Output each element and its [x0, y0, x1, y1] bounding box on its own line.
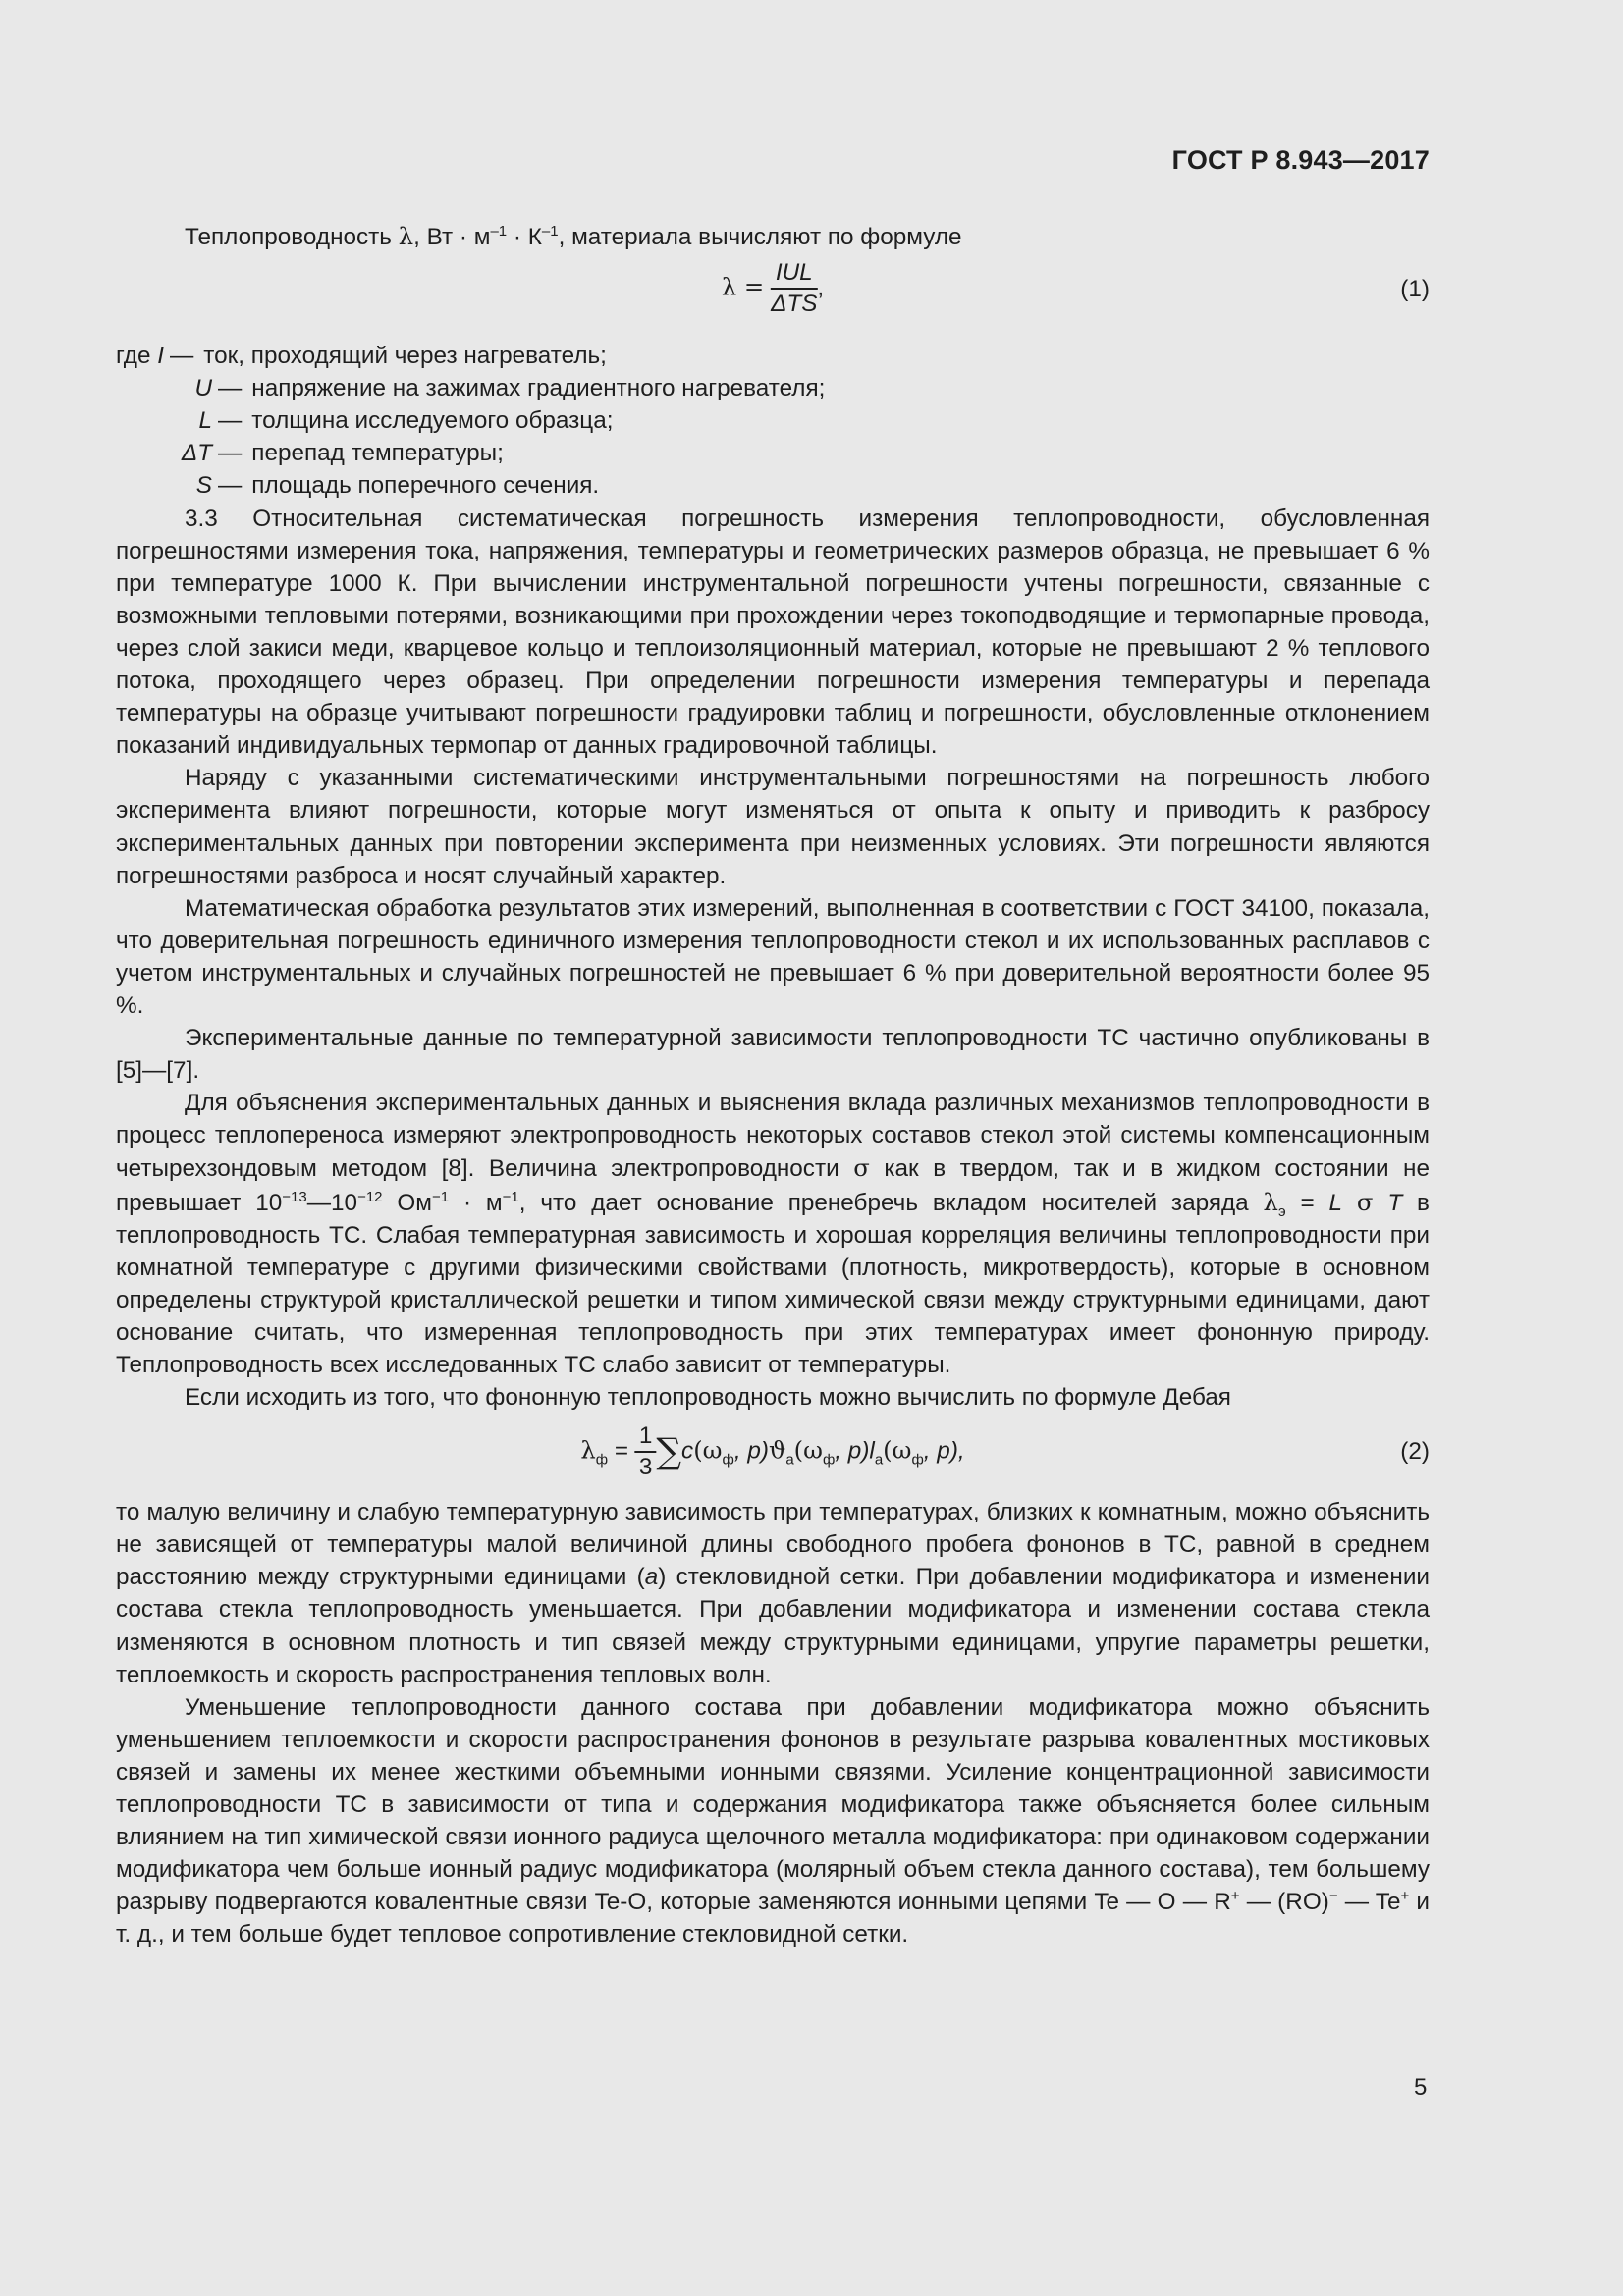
fraction: $\frac{\text{IUL}}{\text{ΔTS}}$	[771, 259, 818, 318]
symbol-definitions	[116, 340, 1430, 502]
paragraph-debye-intro: Если исходить из того, что фононную теплопроводность можно вычислить по формуле Дебая	[185, 1384, 1231, 1412]
formula-1: λ = $\frac{\text{IUL}}{\text{ΔTS}}$ , (1)	[721, 259, 1430, 318]
formula-2: $\lambda_ф$ = $\frac{1}{3}$ $\sum c(\omega_ф$, $p)ϑ_a(\omega_ф$, $p)l_a(\omega_ф$, p), (2)	[580, 1422, 1430, 1481]
definition-row: ΔT — перепад температуры;	[181, 440, 504, 467]
paragraph-math-processing: Математическая обработка результатов этих измерений, выполненная в соответствии с ГОСТ 34100, показала, что доверительная погрешность единичного измерения теплопроводности стекол и их использованных расплавов с учетом инструментальных и случайных погрешностей не превышает 6 % при доверительной вероятности более 95 %.	[116, 894, 1430, 1019]
paragraph-published-data: Экспериментальные данные по температурной зависимости теплопроводности ТС частично опубликованы в [5]—[7].	[116, 1025, 1430, 1085]
paragraph-modifier: Уменьшение теплопроводности данного состава при добавлении модификатора можно объяснить уменьшением теплоемкости и скорости распространения фононов в результате разрыва ковалентных мостиковых связей и замены их менее жесткими объемными ионными связями. Усиление концентрационной зависимости теплопроводности ТС в зависимости от типа и содержания модификатора также объясняется более сильным влиянием на тип химической связи ионного радиуса щелочного металла модификатора: при одинаковом содержании модификатора чем больше ионный радиус модификатора (молярный объем стекла данного состава), тем большему разрыву подвергаются ковалентные связи Te-O, которые заменяются ионными цепями Te — O — R+ — (RO)− — Te+ и т. д., и тем больше будет тепловое сопротивление стекловидной сетки.	[116, 1693, 1430, 1949]
paragraph-conductivity: Для объяснения экспериментальных данных и выяснения вклада различных механизмов теплопроводности в процесс теплопереноса измеряют электропроводность некоторых составов стекол этой системы компенсационным четырехзондовым методом [8]. Величина электропроводности σ как в твердом, так и в жидком состоянии не превышает $10^{-13}—10^{-12}$ $Ом^{-1} \cdot м^{-1}$, что дает основание пренебречь вкладом носителей заряда $\lambda_э = L$ σ T в теплопроводность ТС. Слабая температурная зависимость и хорошая корреляция величины теплопроводности при комнатной температуре с другими физическими свойствами (плотность, микротвердость), которые в основном определены структурой кристаллической решетки и типом химической связи между структурными единицами, дают основание считать, что измеренная теплопроводность при этих температурах имеет фононную природу. Теплопроводность всех исследованных ТС слабо зависит от температуры.	[116, 1090, 1430, 1378]
formula-number: (2)	[1400, 1438, 1430, 1466]
fraction: $\frac{1}{3}$	[635, 1421, 657, 1482]
definition-row: S — площадь поперечного сечения.	[195, 472, 600, 500]
standard-number: ГОСТ Р 8.943—2017	[1171, 145, 1430, 175]
definition-row: где I — ток, проходящий через нагреватель;	[116, 343, 607, 370]
definition-row: U — напряжение на зажимах градиентного нагревателя;	[194, 375, 826, 402]
paragraph-debye-explanation: то малую величину и слабую температурную зависимость при температурах, близких к комнатным, можно объяснить не зависящей от температуры малой величиной длины свободного пробега фононов в ТС, равной в среднем расстоянию между структурными единицами (a) стекловидной сетки. При добавлении модификатора и изменении состава стекла теплопроводность уменьшается. При добавлении модификатора и изменении состава стекла изменяются в основном плотность и тип связей между структурными единицами, упругие параметры решетки, теплоемкость и скорость распространения тепловых волн.	[116, 1499, 1430, 1688]
definition-row: L — толщина исследуемого образца;	[198, 407, 614, 435]
intro-paragraph: Теплопроводность λ, Вт · $м^{-1} \cdot К^{-1}$, материала вычисляют по формуле	[185, 222, 962, 250]
page-number: 5	[1414, 2074, 1428, 2101]
paragraph-3-3: 3.3 Относительная систематическая погрешность измерения теплопроводности, обусловленная погрешностями измерения тока, напряжения, температуры и геометрических размеров образца, не превышает 6 % при температуре 1000 К. При вычислении инструментальной погрешности учтены погрешности, связанные с возможными тепловыми потерями, возникающими при прохождении через токоподводящие и термопарные провода, через слой закиси меди, кварцевое кольцо и теплоизоляционный материал, которые не превышают 2 % теплового потока, проходящего через образец. При определении погрешности измерения температуры и перепада температуры на образце учитывают погрешности градуировки таблиц и погрешности, обусловленные отклонением показаний индивидуальных термопар от данных градировочной таблицы.	[116, 505, 1430, 760]
document-body	[116, 220, 1430, 1951]
formula-number: (1)	[1400, 276, 1430, 303]
paragraph-random-errors: Наряду с указанными систематическими инструментальными погрешностями на погрешность любого эксперимента влияют погрешности, которые могут изменяться от опыта к опыту и приводить к разбросу экспериментальных данных при повторении эксперимента при неизменных условиях. Эти погрешности являются погрешностями разброса и носят случайный характер.	[116, 765, 1430, 889]
